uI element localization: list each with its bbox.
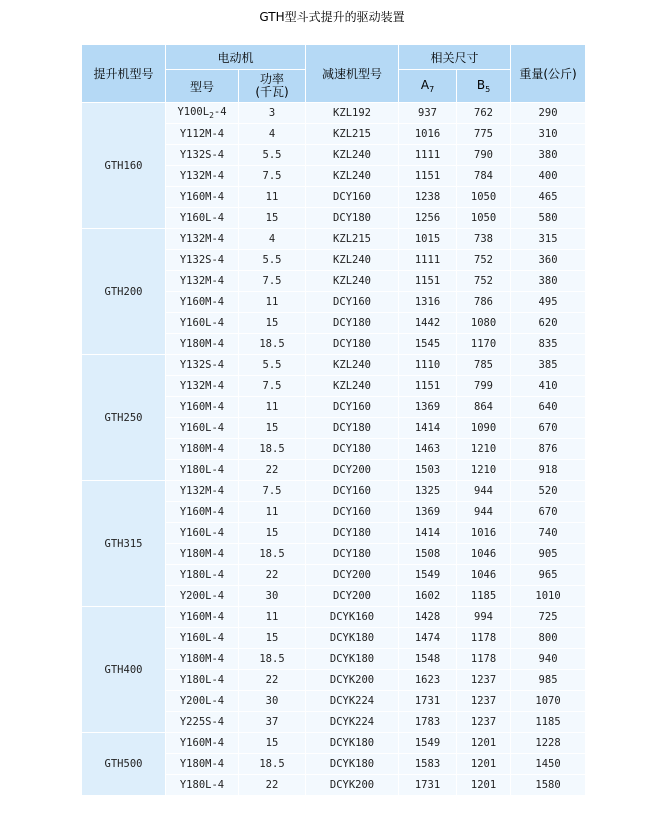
cell-b5: 752	[457, 250, 510, 270]
cell-weight: 918	[511, 460, 585, 480]
cell-power: 11	[239, 607, 305, 627]
cell-weight: 380	[511, 271, 585, 291]
cell-a7: 1428	[399, 607, 456, 627]
cell-power: 5.5	[239, 355, 305, 375]
cell-b5: 1050	[457, 208, 510, 228]
cell-power: 22	[239, 565, 305, 585]
cell-reducer: KZL240	[306, 376, 398, 396]
cell-a7: 1414	[399, 418, 456, 438]
table-row	[82, 481, 585, 501]
cell-motor-type: Y180M-4	[166, 649, 238, 669]
cell-reducer: DCY200	[306, 586, 398, 606]
cell-weight: 835	[511, 334, 585, 354]
header-power	[239, 70, 305, 102]
cell-power: 15	[239, 628, 305, 648]
cell-a7: 1316	[399, 292, 456, 312]
table-row	[82, 607, 585, 627]
cell-a7: 1015	[399, 229, 456, 249]
cell-reducer: KZL240	[306, 250, 398, 270]
cell-b5: 1170	[457, 334, 510, 354]
cell-model: GTH250	[82, 355, 165, 480]
cell-power: 22	[239, 670, 305, 690]
cell-a7: 1111	[399, 250, 456, 270]
cell-power: 4	[239, 124, 305, 144]
cell-a7: 1623	[399, 670, 456, 690]
motor-type-suffix: -4	[213, 106, 227, 118]
cell-a7: 1414	[399, 523, 456, 543]
cell-motor-type: Y180L-4	[166, 775, 238, 795]
cell-motor-type: Y180M-4	[166, 754, 238, 774]
cell-power: 18.5	[239, 334, 305, 354]
header-dimensions: 相关尺寸	[399, 45, 510, 69]
cell-reducer: DCYK160	[306, 607, 398, 627]
cell-a7: 1583	[399, 754, 456, 774]
cell-b5: 1201	[457, 754, 510, 774]
cell-power: 4	[239, 229, 305, 249]
cell-weight: 725	[511, 607, 585, 627]
cell-weight: 400	[511, 166, 585, 186]
cell-motor-type: Y160M-4	[166, 733, 238, 753]
cell-weight: 410	[511, 376, 585, 396]
header-model: 提升机型号	[82, 45, 165, 102]
cell-b5: 1201	[457, 733, 510, 753]
cell-b5: 1050	[457, 187, 510, 207]
cell-weight: 740	[511, 523, 585, 543]
cell-motor-type: Y132M-4	[166, 166, 238, 186]
cell-power: 18.5	[239, 544, 305, 564]
cell-weight: 520	[511, 481, 585, 501]
cell-b5: 1046	[457, 565, 510, 585]
header-power-label: 功率	[259, 72, 284, 86]
cell-model: GTH160	[82, 103, 165, 228]
cell-a7: 1369	[399, 502, 456, 522]
header-a7	[399, 70, 456, 102]
cell-weight: 290	[511, 103, 585, 123]
cell-weight: 360	[511, 250, 585, 270]
cell-motor-type: Y200L-4	[166, 691, 238, 711]
cell-a7: 1545	[399, 334, 456, 354]
cell-reducer: DCYK200	[306, 775, 398, 795]
cell-power: 15	[239, 733, 305, 753]
cell-a7: 1602	[399, 586, 456, 606]
cell-reducer: DCYK224	[306, 712, 398, 732]
cell-power: 18.5	[239, 754, 305, 774]
header-reducer: 减速机型号	[306, 45, 398, 102]
cell-power: 15	[239, 523, 305, 543]
table-row	[82, 229, 585, 249]
cell-power: 15	[239, 418, 305, 438]
cell-a7: 1110	[399, 355, 456, 375]
cell-motor-type: Y160M-4	[166, 607, 238, 627]
cell-b5: 1080	[457, 313, 510, 333]
cell-a7: 1549	[399, 565, 456, 585]
cell-weight: 495	[511, 292, 585, 312]
cell-b5: 790	[457, 145, 510, 165]
cell-b5: 1237	[457, 691, 510, 711]
cell-b5: 784	[457, 166, 510, 186]
cell-motor-type: Y160L-4	[166, 418, 238, 438]
cell-b5: 1237	[457, 670, 510, 690]
cell-a7: 1503	[399, 460, 456, 480]
cell-reducer: DCY180	[306, 208, 398, 228]
cell-a7: 1442	[399, 313, 456, 333]
cell-a7: 1151	[399, 376, 456, 396]
cell-power: 5.5	[239, 145, 305, 165]
cell-b5: 1016	[457, 523, 510, 543]
cell-weight: 940	[511, 649, 585, 669]
table-row	[82, 733, 585, 753]
cell-reducer: DCYK180	[306, 733, 398, 753]
cell-motor-type: Y132S-4	[166, 355, 238, 375]
cell-power: 7.5	[239, 376, 305, 396]
cell-weight: 1070	[511, 691, 585, 711]
cell-power: 5.5	[239, 250, 305, 270]
header-motor: 电动机	[166, 45, 305, 69]
cell-motor-type: Y132S-4	[166, 145, 238, 165]
cell-b5: 1090	[457, 418, 510, 438]
cell-a7: 1238	[399, 187, 456, 207]
header-b5-sub: 5	[485, 85, 491, 94]
table-header	[82, 45, 585, 102]
cell-weight: 965	[511, 565, 585, 585]
cell-power: 18.5	[239, 649, 305, 669]
cell-a7: 1474	[399, 628, 456, 648]
cell-reducer: DCY200	[306, 460, 398, 480]
cell-weight: 985	[511, 670, 585, 690]
cell-motor-type: Y180M-4	[166, 544, 238, 564]
cell-weight: 580	[511, 208, 585, 228]
cell-weight: 315	[511, 229, 585, 249]
cell-reducer: DCY160	[306, 292, 398, 312]
cell-b5: 785	[457, 355, 510, 375]
cell-b5: 752	[457, 271, 510, 291]
cell-a7: 1548	[399, 649, 456, 669]
cell-a7: 1463	[399, 439, 456, 459]
cell-power: 15	[239, 313, 305, 333]
cell-b5: 994	[457, 607, 510, 627]
cell-reducer: DCYK180	[306, 649, 398, 669]
cell-b5: 944	[457, 502, 510, 522]
header-weight: 重量(公斤)	[511, 45, 585, 102]
cell-weight: 465	[511, 187, 585, 207]
cell-power: 7.5	[239, 166, 305, 186]
cell-b5: 762	[457, 103, 510, 123]
cell-reducer: DCY160	[306, 187, 398, 207]
cell-weight: 1010	[511, 586, 585, 606]
cell-reducer: DCY180	[306, 523, 398, 543]
cell-reducer: KZL240	[306, 271, 398, 291]
cell-weight: 876	[511, 439, 585, 459]
cell-motor-type: Y160M-4	[166, 292, 238, 312]
cell-power: 18.5	[239, 439, 305, 459]
cell-power: 7.5	[239, 271, 305, 291]
cell-reducer: KZL240	[306, 355, 398, 375]
cell-power: 37	[239, 712, 305, 732]
cell-reducer: KZL215	[306, 124, 398, 144]
cell-motor-type: Y160M-4	[166, 397, 238, 417]
cell-a7: 1016	[399, 124, 456, 144]
cell-a7: 1256	[399, 208, 456, 228]
cell-weight: 310	[511, 124, 585, 144]
cell-b5: 775	[457, 124, 510, 144]
cell-model: GTH400	[82, 607, 165, 732]
cell-reducer: DCY180	[306, 313, 398, 333]
cell-b5: 864	[457, 397, 510, 417]
cell-power: 22	[239, 775, 305, 795]
cell-a7: 1151	[399, 271, 456, 291]
cell-power: 11	[239, 187, 305, 207]
cell-power: 15	[239, 208, 305, 228]
cell-b5: 1185	[457, 586, 510, 606]
cell-b5: 1178	[457, 628, 510, 648]
cell-a7: 1111	[399, 145, 456, 165]
cell-reducer: DCY180	[306, 418, 398, 438]
cell-power: 11	[239, 502, 305, 522]
cell-b5: 944	[457, 481, 510, 501]
cell-b5: 799	[457, 376, 510, 396]
cell-reducer: DCY160	[306, 481, 398, 501]
cell-b5: 1210	[457, 439, 510, 459]
cell-weight: 620	[511, 313, 585, 333]
cell-motor-type: Y160M-4	[166, 502, 238, 522]
cell-reducer: DCYK180	[306, 754, 398, 774]
cell-motor-type: Y180M-4	[166, 334, 238, 354]
cell-motor-type: Y112M-4	[166, 124, 238, 144]
cell-power: 30	[239, 691, 305, 711]
cell-model: GTH200	[82, 229, 165, 354]
table-body	[82, 103, 585, 795]
cell-motor-type: Y160M-4	[166, 187, 238, 207]
cell-motor-type: Y160L-4	[166, 208, 238, 228]
cell-a7: 1549	[399, 733, 456, 753]
cell-b5: 1210	[457, 460, 510, 480]
cell-motor-type: Y160L-4	[166, 523, 238, 543]
motor-type-subscript: 2	[209, 111, 214, 120]
cell-reducer: DCY160	[306, 397, 398, 417]
cell-motor-type: Y132S-4	[166, 250, 238, 270]
cell-reducer: KZL215	[306, 229, 398, 249]
cell-b5: 1046	[457, 544, 510, 564]
header-motor-type: 型号	[166, 70, 238, 102]
table-row	[82, 355, 585, 375]
cell-a7: 1508	[399, 544, 456, 564]
cell-a7: 1325	[399, 481, 456, 501]
cell-motor-type: Y180L-4	[166, 670, 238, 690]
cell-motor-type: Y200L-4	[166, 586, 238, 606]
cell-motor-type: Y132M-4	[166, 376, 238, 396]
cell-weight: 800	[511, 628, 585, 648]
cell-weight: 670	[511, 418, 585, 438]
cell-reducer: DCY180	[306, 334, 398, 354]
cell-a7: 1783	[399, 712, 456, 732]
cell-a7: 1151	[399, 166, 456, 186]
cell-reducer: KZL240	[306, 166, 398, 186]
cell-reducer: KZL192	[306, 103, 398, 123]
cell-b5: 1237	[457, 712, 510, 732]
cell-weight: 385	[511, 355, 585, 375]
cell-reducer: DCY160	[306, 502, 398, 522]
cell-reducer: DCYK224	[306, 691, 398, 711]
header-power-unit: (千瓦)	[255, 85, 289, 99]
motor-type-text: Y100L	[177, 106, 210, 118]
cell-power: 11	[239, 397, 305, 417]
cell-power: 30	[239, 586, 305, 606]
header-b5-letter: B	[476, 78, 486, 92]
cell-b5: 738	[457, 229, 510, 249]
cell-power: 22	[239, 460, 305, 480]
cell-a7: 1369	[399, 397, 456, 417]
cell-reducer: DCYK180	[306, 628, 398, 648]
cell-motor-type: Y132M-4	[166, 271, 238, 291]
cell-motor-type: Y160L-4	[166, 313, 238, 333]
cell-b5: 1178	[457, 649, 510, 669]
cell-a7: 1731	[399, 691, 456, 711]
cell-a7: 937	[399, 103, 456, 123]
cell-motor-type	[166, 103, 238, 123]
cell-power: 7.5	[239, 481, 305, 501]
cell-motor-type: Y180M-4	[166, 439, 238, 459]
cell-weight: 1185	[511, 712, 585, 732]
table-row	[82, 103, 585, 123]
cell-motor-type: Y180L-4	[166, 565, 238, 585]
cell-b5: 1201	[457, 775, 510, 795]
cell-b5: 786	[457, 292, 510, 312]
cell-reducer: DCYK200	[306, 670, 398, 690]
cell-reducer: DCY180	[306, 544, 398, 564]
cell-model: GTH500	[82, 733, 165, 795]
header-a7-letter: A	[420, 78, 430, 92]
cell-motor-type: Y160L-4	[166, 628, 238, 648]
cell-reducer: DCY200	[306, 565, 398, 585]
drive-spec-table	[81, 44, 586, 796]
cell-model: GTH315	[82, 481, 165, 606]
header-b5	[457, 70, 510, 102]
cell-reducer: KZL240	[306, 145, 398, 165]
cell-power: 11	[239, 292, 305, 312]
cell-motor-type: Y132M-4	[166, 481, 238, 501]
cell-weight: 640	[511, 397, 585, 417]
cell-motor-type: Y225S-4	[166, 712, 238, 732]
page-title: GTH型斗式提升的驱动装置	[259, 10, 405, 24]
cell-weight: 670	[511, 502, 585, 522]
cell-power: 3	[239, 103, 305, 123]
cell-motor-type: Y132M-4	[166, 229, 238, 249]
cell-weight: 1580	[511, 775, 585, 795]
cell-weight: 1228	[511, 733, 585, 753]
cell-reducer: DCY180	[306, 439, 398, 459]
cell-a7: 1731	[399, 775, 456, 795]
header-a7-sub: 7	[429, 85, 435, 94]
cell-weight: 905	[511, 544, 585, 564]
cell-motor-type: Y180L-4	[166, 460, 238, 480]
cell-weight: 380	[511, 145, 585, 165]
cell-weight: 1450	[511, 754, 585, 774]
